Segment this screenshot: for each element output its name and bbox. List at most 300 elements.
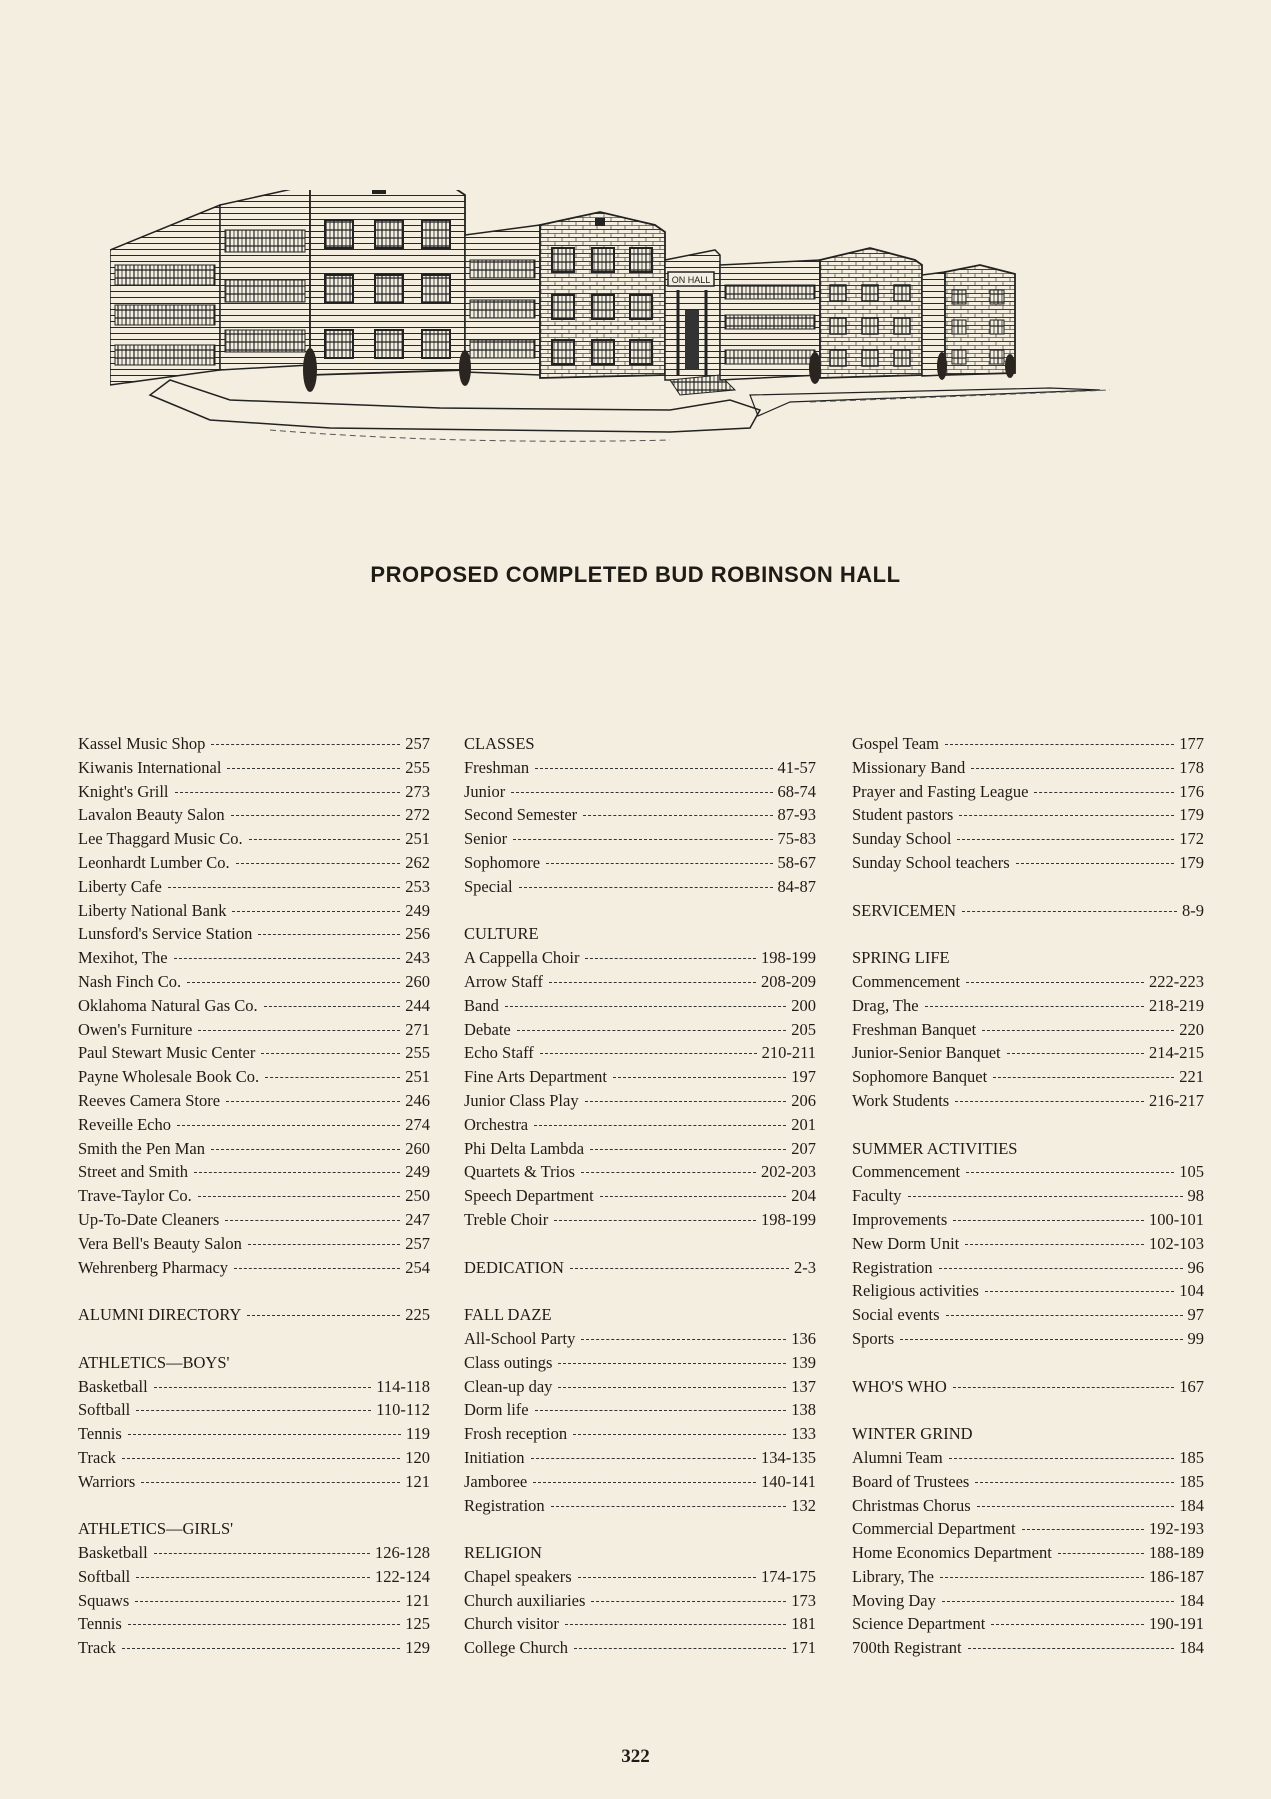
index-entry xyxy=(78,1065,430,1089)
index-entry xyxy=(78,1612,430,1636)
index-entry-page: 244 xyxy=(405,995,430,1015)
index-entry-label: Knight's Grill xyxy=(78,781,169,801)
index-entry-page: 273 xyxy=(405,781,430,801)
index-entry-page: 185 xyxy=(1179,1447,1204,1467)
dot-leader xyxy=(908,1196,1183,1197)
index-entry xyxy=(852,994,1204,1018)
index-entry xyxy=(78,1232,430,1256)
index-entry-page: 114-118 xyxy=(376,1376,430,1396)
dot-leader xyxy=(554,1220,756,1221)
index-entry xyxy=(78,1018,430,1042)
dot-leader xyxy=(558,1387,786,1388)
index-entry xyxy=(78,994,430,1018)
index-entry xyxy=(852,1184,1204,1208)
dot-leader xyxy=(128,1434,401,1435)
index-entry-page: 197 xyxy=(791,1067,816,1087)
dot-leader xyxy=(513,839,772,840)
index-entry xyxy=(852,1160,1204,1184)
index-entry-page: 129 xyxy=(405,1638,430,1658)
dot-leader xyxy=(1058,1553,1144,1554)
index-entry-label: Owen's Furniture xyxy=(78,1019,193,1039)
index-entry xyxy=(78,1113,430,1137)
dot-leader xyxy=(249,839,401,840)
dot-leader xyxy=(154,1387,372,1388)
index-entry-label: Fine Arts Department xyxy=(464,1067,607,1087)
illustration-caption: PROPOSED COMPLETED BUD ROBINSON HALL xyxy=(370,562,901,587)
dot-leader xyxy=(975,1482,1174,1483)
dot-leader xyxy=(511,792,772,793)
index-entry xyxy=(78,827,430,851)
index-entry-page: 167 xyxy=(1179,1376,1204,1396)
index-entry-label: All-School Party xyxy=(464,1328,576,1348)
index-entry-page: 104 xyxy=(1179,1281,1204,1301)
index-entry-label: Prayer and Fasting League xyxy=(852,781,1029,801)
index-entry-label: Registration xyxy=(852,1257,933,1277)
dot-leader xyxy=(236,863,401,864)
dot-leader xyxy=(558,1363,786,1364)
index-entry-page: 99 xyxy=(1187,1328,1204,1348)
index-section-heading: RELIGION xyxy=(464,1543,542,1563)
dot-leader xyxy=(1016,863,1175,864)
index-entry-label: Student pastors xyxy=(852,805,954,825)
dot-leader xyxy=(234,1268,400,1269)
index-entry-page: 184 xyxy=(1179,1495,1204,1515)
dot-leader xyxy=(583,815,772,816)
dot-leader xyxy=(993,1077,1174,1078)
index-entry xyxy=(78,1446,430,1470)
index-entry xyxy=(78,1089,430,1113)
dot-leader xyxy=(570,1268,789,1269)
index-entry xyxy=(852,1041,1204,1065)
index-entry xyxy=(852,780,1204,804)
index-entry-label: Liberty Cafe xyxy=(78,876,162,896)
index-entry-page: 184 xyxy=(1179,1590,1204,1610)
index-entry-page: 220 xyxy=(1179,1019,1204,1039)
index-entry-label: Liberty National Bank xyxy=(78,900,227,920)
index-entry-page: 247 xyxy=(405,1209,430,1229)
index-entry-page: 173 xyxy=(791,1590,816,1610)
index-entry-page: 262 xyxy=(405,852,430,872)
dot-leader xyxy=(154,1553,370,1554)
spacer xyxy=(464,1232,816,1256)
dot-leader xyxy=(211,744,400,745)
index-entry xyxy=(852,1517,1204,1541)
index-entry xyxy=(78,803,430,827)
index-entry-page: 255 xyxy=(405,1043,430,1063)
index-entry-page: 137 xyxy=(791,1376,816,1396)
dot-leader xyxy=(900,1339,1182,1340)
index-entry-page: 2-3 xyxy=(794,1257,816,1277)
index-entry xyxy=(464,946,816,970)
index-entry-page: 96 xyxy=(1187,1257,1204,1277)
index-entry-label: Sophomore Banquet xyxy=(852,1067,988,1087)
index-entry-label: Dorm life xyxy=(464,1400,529,1420)
index-entry-label: Commencement xyxy=(852,971,961,991)
index-entry-page: 222-223 xyxy=(1149,971,1204,991)
index-entry xyxy=(852,851,1204,875)
index-entry-page: 100-101 xyxy=(1149,1209,1204,1229)
page-number: 322 xyxy=(621,1746,650,1767)
index-entry-page: 271 xyxy=(405,1019,430,1039)
index-entry xyxy=(464,1612,816,1636)
index-entry-page: 120 xyxy=(405,1447,430,1467)
index-entry-page: 186-187 xyxy=(1149,1566,1204,1586)
index-entry-label: Jamboree xyxy=(464,1471,528,1491)
dot-leader xyxy=(168,887,400,888)
index-entry-label: New Dorm Unit xyxy=(852,1233,960,1253)
dot-leader xyxy=(959,815,1174,816)
index-entry-label: Reeves Camera Store xyxy=(78,1090,221,1110)
dot-leader xyxy=(122,1648,400,1649)
index-column-1 xyxy=(78,732,430,1660)
index-entry xyxy=(78,756,430,780)
index-entry xyxy=(852,1279,1204,1303)
dot-leader xyxy=(264,1006,401,1007)
index-entry-label: Clean-up day xyxy=(464,1376,553,1396)
index-entry-page: 257 xyxy=(405,734,430,753)
index-entry xyxy=(78,1398,430,1422)
dot-leader xyxy=(231,815,401,816)
index-entry-page: 250 xyxy=(405,1186,430,1206)
index-entry-label: Moving Day xyxy=(852,1590,936,1610)
index-entry-page: 225 xyxy=(405,1305,430,1325)
index-entry xyxy=(852,1494,1204,1518)
index-entry xyxy=(464,1089,816,1113)
index-entry xyxy=(464,994,816,1018)
index-entry xyxy=(464,1327,816,1351)
dot-leader xyxy=(551,1506,787,1507)
index-entry-page: 260 xyxy=(405,971,430,991)
index-entry-label: Wehrenberg Pharmacy xyxy=(78,1257,229,1277)
dot-leader xyxy=(533,1482,756,1483)
index-entry-label: Tennis xyxy=(78,1424,122,1444)
index-entry-page: 126-128 xyxy=(375,1543,430,1563)
index-entry-page: 172 xyxy=(1179,829,1204,849)
index-entry-label: A Cappella Choir xyxy=(464,948,580,968)
index-entry-page: 8-9 xyxy=(1182,900,1204,920)
dot-leader xyxy=(565,1624,786,1625)
dot-leader xyxy=(535,768,772,769)
index-entry xyxy=(464,1470,816,1494)
index-entry-page: 249 xyxy=(405,1162,430,1182)
index-entry xyxy=(78,1470,430,1494)
index-entry xyxy=(78,922,430,946)
index-section-heading: ATHLETICS—BOYS' xyxy=(78,1352,230,1372)
index-entry-page: 181 xyxy=(791,1614,816,1634)
dot-leader xyxy=(174,958,401,959)
index-entry xyxy=(464,1041,816,1065)
index-entry xyxy=(852,1327,1204,1351)
index-entry-label: Leonhardt Lumber Co. xyxy=(78,852,230,872)
index-entry-page: 208-209 xyxy=(761,971,816,991)
index-entry-label: Commencement xyxy=(852,1162,961,1182)
index-entry-page: 206 xyxy=(791,1090,816,1110)
index-entry-page: 221 xyxy=(1179,1067,1204,1087)
index-entry-label: Sophomore xyxy=(464,852,541,872)
dot-leader xyxy=(225,1220,400,1221)
index-entry xyxy=(78,732,430,756)
index-entry-page: 139 xyxy=(791,1352,816,1372)
index-entry xyxy=(464,1351,816,1375)
index-entry-label: Sunday School xyxy=(852,829,952,849)
dot-leader xyxy=(247,1315,400,1316)
dot-leader xyxy=(258,934,400,935)
building-wing-1 xyxy=(110,190,465,385)
index-entry-label: Echo Staff xyxy=(464,1043,534,1063)
index-entry xyxy=(852,899,1204,923)
index-entry-label: Church auxiliaries xyxy=(464,1590,586,1610)
index-entry-label: Chapel speakers xyxy=(464,1566,572,1586)
index-entry-label: SERVICEMEN xyxy=(852,900,957,920)
dot-leader xyxy=(198,1030,400,1031)
index-entry-label: Smith the Pen Man xyxy=(78,1138,205,1158)
building-illustration xyxy=(110,190,1190,550)
index-entry xyxy=(464,1208,816,1232)
dot-leader xyxy=(585,958,756,959)
index-entry-page: 205 xyxy=(791,1019,816,1039)
index-section-heading: CULTURE xyxy=(464,924,539,944)
index-entry-page: 260 xyxy=(405,1138,430,1158)
index-entry-label: Treble Choir xyxy=(464,1209,549,1229)
index-entry-label: Quartets & Trios xyxy=(464,1162,575,1182)
index-entry xyxy=(78,1041,430,1065)
index-entry xyxy=(464,851,816,875)
dot-leader xyxy=(211,1149,400,1150)
index-entry xyxy=(78,1636,430,1660)
dot-leader xyxy=(966,1172,1174,1173)
index-entry-page: 176 xyxy=(1179,781,1204,801)
index-entry xyxy=(464,1375,816,1399)
index-entry-page: 97 xyxy=(1187,1305,1204,1325)
dot-leader xyxy=(613,1077,786,1078)
index-entry-label: Religious activities xyxy=(852,1281,979,1301)
index-entry-label: Softball xyxy=(78,1400,131,1420)
index-entry-label: Kiwanis International xyxy=(78,757,222,777)
index-entry-page: 68-74 xyxy=(777,781,816,801)
index-entry xyxy=(852,1470,1204,1494)
dot-leader xyxy=(136,1577,370,1578)
dot-leader xyxy=(574,1648,786,1649)
spacer xyxy=(464,899,816,923)
index-entry xyxy=(852,970,1204,994)
index-section-heading: SPRING LIFE xyxy=(852,948,950,968)
index-entry-label: Commercial Department xyxy=(852,1519,1016,1539)
index-entry xyxy=(78,875,430,899)
index-entry-page: 98 xyxy=(1187,1186,1204,1206)
index-entry-label: Gospel Team xyxy=(852,734,939,753)
index-entry-label: Oklahoma Natural Gas Co. xyxy=(78,995,258,1015)
index-entry-label: Sunday School teachers xyxy=(852,852,1010,872)
dot-leader xyxy=(549,982,756,983)
dot-leader xyxy=(578,1577,756,1578)
dot-leader xyxy=(965,1244,1144,1245)
index-entry xyxy=(852,1446,1204,1470)
index-entry-label: Trave-Taylor Co. xyxy=(78,1186,192,1206)
index-entry xyxy=(464,780,816,804)
index-entry-page: 75-83 xyxy=(777,829,816,849)
index-entry xyxy=(464,970,816,994)
spacer xyxy=(78,1494,430,1518)
index-entry-label: WHO'S WHO xyxy=(852,1376,947,1396)
index-entry-page: 58-67 xyxy=(777,852,816,872)
index-entry xyxy=(852,1565,1204,1589)
index-entry-page: 121 xyxy=(405,1471,430,1491)
index-entry-page: 174-175 xyxy=(761,1566,816,1586)
index-entry xyxy=(78,970,430,994)
index-entry xyxy=(852,1256,1204,1280)
index-entry xyxy=(852,1589,1204,1613)
index-entry xyxy=(464,1422,816,1446)
dot-leader xyxy=(968,1648,1175,1649)
index-entry-page: 251 xyxy=(405,829,430,849)
dot-leader xyxy=(535,1410,787,1411)
index-entry-label: Class outings xyxy=(464,1352,553,1372)
dot-leader xyxy=(977,1506,1175,1507)
dot-leader xyxy=(1007,1053,1144,1054)
index-section-heading: ATHLETICS—GIRLS' xyxy=(78,1519,234,1539)
index-entry-page: 177 xyxy=(1179,734,1204,753)
index-entry-page: 253 xyxy=(405,876,430,896)
index-entry xyxy=(852,1089,1204,1113)
spacer xyxy=(852,875,1204,899)
dot-leader xyxy=(505,1006,786,1007)
dot-leader xyxy=(1022,1529,1144,1530)
dot-leader xyxy=(136,1410,371,1411)
dot-leader xyxy=(945,744,1174,745)
dot-leader xyxy=(982,1030,1174,1031)
dot-leader xyxy=(175,792,401,793)
index-entry-page: 125 xyxy=(405,1614,430,1634)
index-entry-label: Nash Finch Co. xyxy=(78,971,182,991)
index-entry xyxy=(78,1565,430,1589)
index-entry xyxy=(852,1636,1204,1660)
index-entry-page: 84-87 xyxy=(777,876,816,896)
building-sign: ON HALL xyxy=(671,275,711,285)
index-entry-label: Registration xyxy=(464,1495,545,1515)
index-entry-label: Paul Stewart Music Center xyxy=(78,1043,256,1063)
index-entry-label: Church visitor xyxy=(464,1614,559,1634)
ground xyxy=(150,380,1110,441)
dot-leader xyxy=(600,1196,787,1197)
index-entry-label: Orchestra xyxy=(464,1114,529,1134)
index-section-heading: FALL DAZE xyxy=(464,1305,552,1325)
index-entry-label: Street and Smith xyxy=(78,1162,188,1182)
index-entry-page: 132 xyxy=(791,1495,816,1515)
index-entry-label: Up-To-Date Cleaners xyxy=(78,1209,220,1229)
dot-leader xyxy=(141,1482,400,1483)
spacer xyxy=(464,1279,816,1303)
index-entry-page: 257 xyxy=(405,1233,430,1253)
index-entry xyxy=(78,1256,430,1280)
dot-leader xyxy=(198,1196,401,1197)
building-wing-3 xyxy=(720,248,922,380)
spacer xyxy=(78,1327,430,1351)
index-entry-label: Home Economics Department xyxy=(852,1543,1052,1563)
index-entry xyxy=(464,1113,816,1137)
dot-leader xyxy=(991,1624,1144,1625)
spacer xyxy=(78,1279,430,1303)
index-entry-label: Squaws xyxy=(78,1590,130,1610)
index-entry-page: 121 xyxy=(405,1590,430,1610)
index-entry-label: Faculty xyxy=(852,1186,902,1206)
index-entry-page: 216-217 xyxy=(1149,1090,1204,1110)
index-entry-page: 198-199 xyxy=(761,1209,816,1229)
dot-leader xyxy=(227,768,400,769)
index-entry-label: Basketball xyxy=(78,1376,148,1396)
index-entry-page: 41-57 xyxy=(777,757,816,777)
index-entry-label: Track xyxy=(78,1638,116,1658)
index-entry-label: Junior Class Play xyxy=(464,1090,579,1110)
index-entry xyxy=(464,1160,816,1184)
index-entry-page: 122-124 xyxy=(375,1566,430,1586)
dot-leader xyxy=(573,1434,786,1435)
dot-leader xyxy=(955,1101,1144,1102)
index-entry xyxy=(78,1137,430,1161)
index-entry-page: 119 xyxy=(405,1424,430,1444)
dot-leader xyxy=(534,1125,786,1126)
index-entry xyxy=(852,827,1204,851)
index-entry xyxy=(852,756,1204,780)
dot-leader xyxy=(581,1172,756,1173)
index-entry-page: 198-199 xyxy=(761,948,816,968)
index-entry xyxy=(78,1184,430,1208)
index-entry-label: Vera Bell's Beauty Salon xyxy=(78,1233,242,1253)
index-entry-label: Arrow Staff xyxy=(464,971,543,991)
index-section-heading: CLASSES xyxy=(464,734,535,753)
index-entry-label: 700th Registrant xyxy=(852,1638,962,1658)
dot-leader xyxy=(248,1244,400,1245)
dot-leader xyxy=(966,982,1144,983)
index-entry xyxy=(852,1232,1204,1256)
index-entry xyxy=(78,1303,430,1327)
index-entry-page: 255 xyxy=(405,757,430,777)
index-entry-label: Kassel Music Shop xyxy=(78,734,206,753)
index-entry-label: Freshman xyxy=(464,757,530,777)
building-wing-4 xyxy=(922,265,1015,376)
spacer xyxy=(464,1517,816,1541)
index-entry-page: 249 xyxy=(405,900,430,920)
index-entry-page: 204 xyxy=(791,1186,816,1206)
index-entry-label: Mexihot, The xyxy=(78,948,168,968)
dot-leader xyxy=(946,1315,1183,1316)
index-entry-page: 274 xyxy=(405,1114,430,1134)
index-entry-label: Sports xyxy=(852,1328,895,1348)
index-entry xyxy=(852,1018,1204,1042)
index-entry-page: 87-93 xyxy=(777,805,816,825)
index-entry-page: 140-141 xyxy=(761,1471,816,1491)
index-entry xyxy=(852,1541,1204,1565)
dot-leader xyxy=(135,1601,400,1602)
index-entry-label: Board of Trustees xyxy=(852,1471,970,1491)
dot-leader xyxy=(925,1006,1144,1007)
index-section-heading: SUMMER ACTIVITIES xyxy=(852,1138,1018,1158)
dot-leader xyxy=(1034,792,1174,793)
index-entry-label: Payne Wholesale Book Co. xyxy=(78,1067,260,1087)
dot-leader xyxy=(226,1101,400,1102)
index-entry-page: 256 xyxy=(405,924,430,944)
index-entry-label: Reveille Echo xyxy=(78,1114,172,1134)
index-entry xyxy=(464,1446,816,1470)
index-entry-page: 200 xyxy=(791,995,816,1015)
index-entry xyxy=(78,1375,430,1399)
spacer xyxy=(852,1113,1204,1137)
dot-leader xyxy=(128,1624,400,1625)
index-entry xyxy=(852,1375,1204,1399)
index-entry-page: 188-189 xyxy=(1149,1543,1204,1563)
index-entry-label: Phi Delta Lambda xyxy=(464,1138,585,1158)
index-entry-label: Tennis xyxy=(78,1614,122,1634)
index-entry-label: Debate xyxy=(464,1019,511,1039)
